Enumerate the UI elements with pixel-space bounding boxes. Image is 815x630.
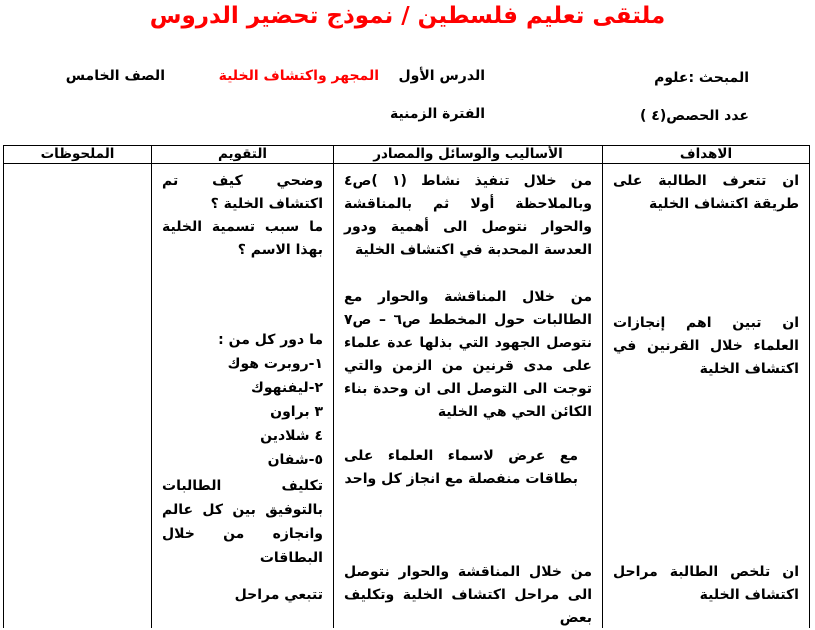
objective-2: ان تبين اهم إنجازات العلماء خلال القرنين في اكتشاف الخلية [613,315,799,377]
evaluation-last: تتبعي مراحل [234,587,323,603]
list-item: ٣ براون [270,404,323,420]
method-3: مع عرض لاسماء العلماء على بطاقات منفصلة مع انجاز كل واحد [344,448,578,487]
list-item: ٢-ليفنهوك [251,380,323,396]
notes-content [14,168,141,624]
evaluation-scientists-list [162,328,323,472]
objective-3: ان تلخص الطالبة مراحل اكتشاف الخلية [613,564,799,603]
periods-label: عدد الحصص(٤ ) [640,108,749,124]
evaluation-q2: ما سبب تسمية الخلية بهذا الاسم ؟ [162,219,323,258]
grade-label: الصف الخامس [65,68,165,84]
objectives-cell [603,164,810,629]
lesson-title: المجهر واكتشاف الخلية [218,68,379,84]
method-4: من خلال المناقشة والحوار نتوصل الى مراحل اكتشاف الخلية وتكليف بعض [344,564,592,626]
subject-label: المبحث :علوم [654,70,749,86]
evaluation-cell [152,164,334,629]
table-row [4,164,810,629]
method-2: من خلال المناقشة والحوار مع الطالبات حول المخطط ص٦ – ص٧ نتوصل الجهود التي بذلها عدة علماء على مدى قرنين من الزمن والتي توجت الى التوصل الى ان وحدة بناء الكائن الحي هي الخلية [344,289,592,420]
lesson-plan-table [3,145,810,628]
methods-cell [334,164,603,629]
header-objectives: الاهداف [603,146,810,164]
time-period-label: الفترة الزمنية [389,106,485,122]
objective-1: ان تتعرف الطالبة على طريقة اكتشاف الخلية [613,173,799,212]
header-evaluation: التقويم [152,146,334,164]
evaluation-task: تكليف الطالبات بالتوفيق بين كل عالم وانجازه من خلال البطاقات [162,478,323,566]
evaluation-q1: وضحي كيف تم اكتشاف الخلية ؟ [162,173,323,212]
evaluation-q3-intro: ما دور كل من : [218,332,323,348]
list-item: ١-روبرت هوك [227,356,323,372]
list-item: ٤ شلادين [260,428,323,444]
header-notes: الملحوظات [4,146,152,164]
method-1: من خلال تنفيذ نشاط (١ )ص٤ وبالملاحظة أولا ثم بالمناقشة والحوار نتوصل الى أهمية ودور العدسة المحدبة في اكتشاف الخلية [344,173,592,258]
header-methods: الأساليب والوسائل والمصادر [334,146,603,164]
page-title: ملتقى تعليم فلسطين / نموذج تحضير الدروس [149,3,666,29]
table-header-row [4,146,810,164]
list-item: ٥-شفان [267,452,323,468]
lesson-label: الدرس الأول [398,68,485,84]
notes-cell [4,164,152,629]
